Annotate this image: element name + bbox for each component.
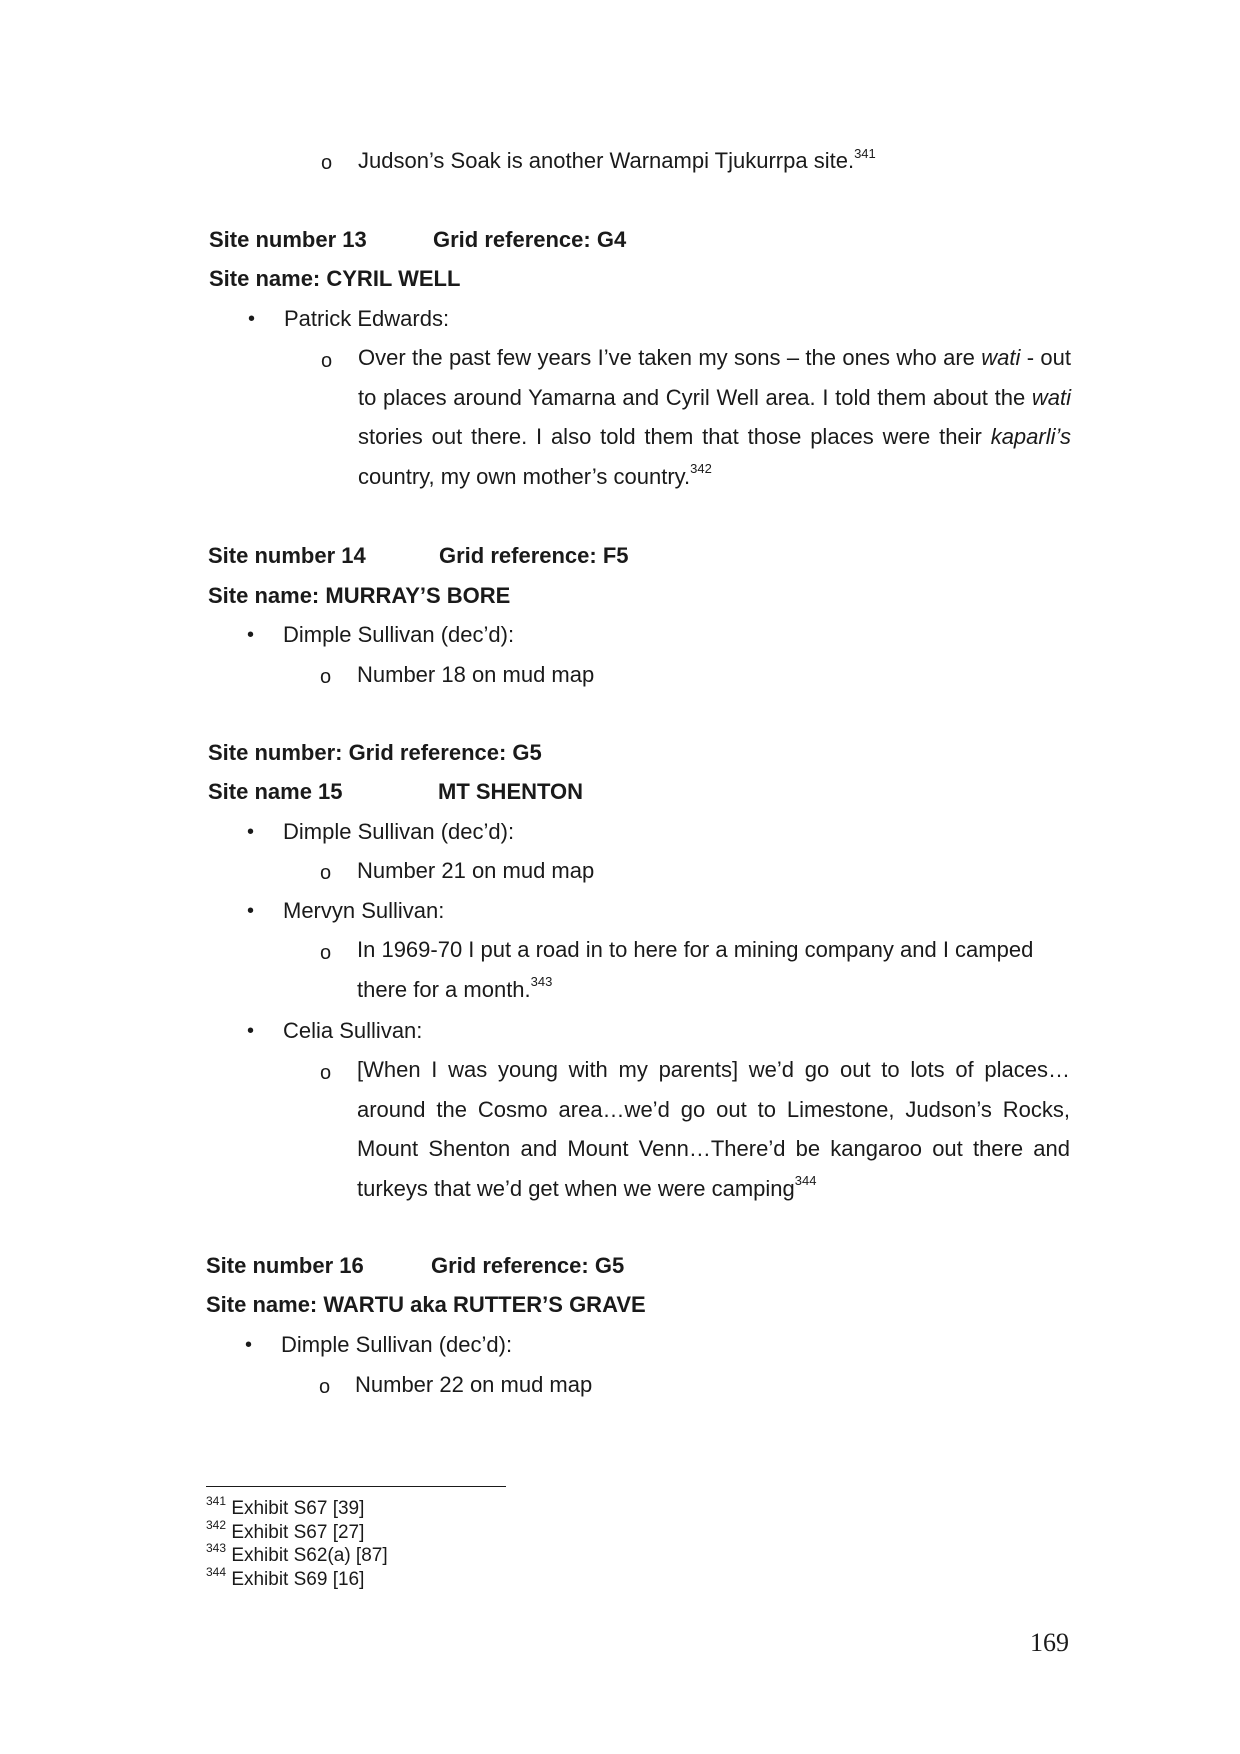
quote-paragraph xyxy=(357,1050,1070,1208)
bullet-marker: • xyxy=(247,821,255,843)
footnote-number: 343 xyxy=(206,1540,227,1555)
intro-text xyxy=(358,145,876,174)
sub-bullet-marker: o xyxy=(320,942,332,964)
speaker-name: Celia Sullivan: xyxy=(283,1018,423,1043)
sub-bullet-marker: o xyxy=(319,1376,331,1398)
grid-reference-heading: Grid reference: G4 xyxy=(433,227,627,252)
speaker-name: Dimple Sullivan (dec’d): xyxy=(283,819,515,844)
footnote xyxy=(206,1517,365,1545)
sub-bullet-marker: o xyxy=(321,350,333,372)
site-number-heading: Site number 14 xyxy=(208,543,366,568)
site-name-heading: Site name 15 xyxy=(208,779,343,804)
intro-sentence: Judson’s Soak is another Warnampi Tjukurrpa site. xyxy=(358,148,855,173)
footnote-text: Exhibit S67 [27] xyxy=(231,1522,365,1543)
site-name-value: MT SHENTON xyxy=(438,779,584,804)
bullet-marker: • xyxy=(247,900,255,922)
grid-reference-heading: Grid reference: G5 xyxy=(431,1253,625,1278)
bullet-marker: • xyxy=(247,624,255,646)
bullet-marker: • xyxy=(248,308,256,330)
sub-bullet-marker: o xyxy=(320,666,332,688)
footnote-number: 342 xyxy=(206,1517,227,1532)
footnote xyxy=(206,1540,388,1568)
footnote-ref: 343 xyxy=(530,974,553,990)
page-number: 169 xyxy=(1030,1628,1069,1657)
list-item-text: Number 22 on mud map xyxy=(355,1372,593,1397)
quote-text: In 1969-70 I put a road in to here for a mining company and I camped there for a month. xyxy=(357,937,1034,1002)
sub-bullet-marker: o xyxy=(321,152,333,174)
quote-text: [When I was young with my parents] we’d go out to lots of places…around the Cosmo area…we’d go out to Limestone, Judson’s Rocks, Mount Shenton and Mount Venn…There’d be kangaroo out there and turkeys that we’d get when we were camping xyxy=(357,1057,1070,1201)
footnote xyxy=(206,1564,365,1592)
footnote-ref: 344 xyxy=(794,1173,817,1189)
footnote-text: Exhibit S62(a) [87] xyxy=(231,1545,388,1566)
speaker-name: Dimple Sullivan (dec’d): xyxy=(283,622,515,647)
grid-reference-heading: Grid reference: F5 xyxy=(439,543,629,568)
list-item-text: Number 18 on mud map xyxy=(357,662,595,687)
footnote-divider xyxy=(206,1486,506,1487)
site-number-heading: Site number 13 xyxy=(209,227,367,252)
bullet-marker: • xyxy=(245,1334,253,1356)
speaker-name: Mervyn Sullivan: xyxy=(283,898,445,923)
footnote-text: Exhibit S67 [39] xyxy=(231,1498,365,1519)
speaker-name: Dimple Sullivan (dec’d): xyxy=(281,1332,513,1357)
sub-bullet-marker: o xyxy=(320,1062,332,1084)
footnote-ref: 342 xyxy=(690,461,712,477)
quote-paragraph xyxy=(357,930,1070,1009)
footnote xyxy=(206,1493,365,1521)
footnote-number: 344 xyxy=(206,1564,227,1579)
list-item-text: Number 21 on mud map xyxy=(357,858,595,883)
site-number-heading: Site number: Grid reference: G5 xyxy=(208,740,542,765)
site-name-heading: Site name: MURRAY’S BORE xyxy=(208,583,511,608)
footnote-ref: 341 xyxy=(854,145,876,161)
quote-paragraph: Over the past few years I’ve taken my sons – the ones who are wati - out to places around Yamarna and Cyril Well area. I told them about the wati stories out there. I also told them that those places were their kaparli’s country, my own mother’s country.$^{342}$ xyxy=(358,345,1071,489)
footnote-text: Exhibit S69 [16] xyxy=(231,1569,365,1590)
bullet-marker: • xyxy=(247,1020,255,1042)
site-name-heading: Site name: CYRIL WELL xyxy=(209,266,461,291)
site-number-heading: Site number 16 xyxy=(206,1253,364,1278)
speaker-name: Patrick Edwards: xyxy=(284,306,450,331)
sub-bullet-marker: o xyxy=(320,862,332,884)
footnote-number: 341 xyxy=(206,1493,227,1508)
site-name-heading: Site name: WARTU aka RUTTER’S GRAVE xyxy=(206,1292,646,1317)
